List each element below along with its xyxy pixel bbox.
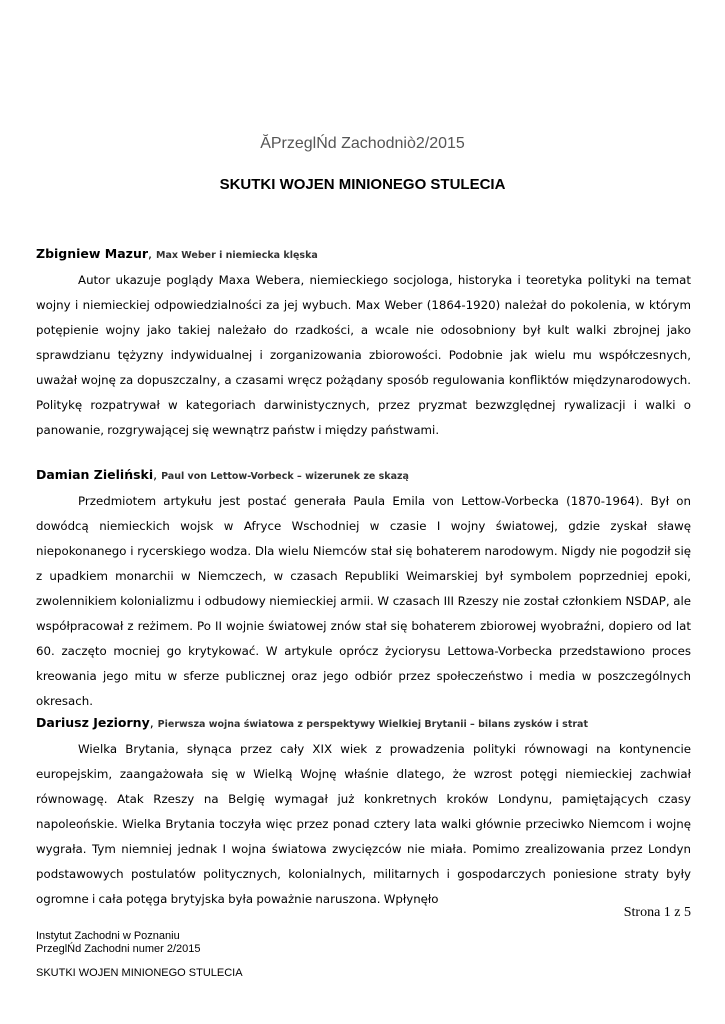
article-heading [36, 244, 691, 264]
heading-separator: , [149, 715, 158, 730]
article-title: Paul von Lettow-Vorbeck – wizerunek ze skazą [161, 471, 409, 482]
article-author: Zbigniew Mazur [36, 246, 149, 261]
footer-institute: Instytut Zachodni w Poznaniu [36, 930, 180, 942]
article-abstract: Wielka Brytania, słynąca przez cały XIX wiek z prowadzenia polityki równowagi na kontynencie europejskim, zaangażowała się w Wielką Wojnę właśnie dlatego, że wzrost potęgi niemieckiej zachwiał równowagę. Atak Rzeszy na Belgię wymagał już konkretnych kroków Londynu, pamiętających czasy napoleońskie. Wielka Brytania toczyła więc przez ponad cztery lata walki głównie przeciwko Niemcom i wojnę wygrała. Tym niemniej jednak I wojna światowa zwycięzców nie miała. Pomimo zrealizowania przez Londyn podstawowych postulatów politycznych, kolonialnych, militarnych i gospodarczych poniesione straty były ogromne i cała potęga brytyjska była poważnie naruszona. Wpłynęło [36, 742, 691, 906]
footer-journal-issue: PrzeglŃd Zachodni numer 2/2015 [36, 943, 201, 955]
document-title: SKUTKI WOJEN MINIONEGO STULECIA [219, 176, 506, 193]
article-title: Max Weber i niemiecka klęska [155, 250, 318, 261]
article-author: Damian Zieliński [36, 467, 154, 482]
article-abstract: Autor ukazuje poglądy Maxa Webera, niemieckiego socjologa, historyka i teoretyka polityki na temat wojny i niemieckiej odpowiedzialności za jej wybuch. Max Weber (1864-1920) należał do pokolenia, w którym potępienie wojny jako takiej należało do rzadkości, a wcale nie odosobniony był kult walki zbrojnej jako sprawdzianu tężyzny indywidualnej i zorganizowania zbiorowości. Podobnie jak wielu mu współczesnych, uważał wojnę za dopuszczalny, a czasami wręcz pożądany sposób regulowania konfliktów międzynarodowych. Politykę rozpatrywał w kategoriach darwinistycznych, przez pryzmat bezwzględnej rywalizacji i walki o panowanie, rozgrywającej się wewnątrz państw i między państwami. [36, 273, 691, 437]
article-jeziorny [36, 713, 691, 912]
article-heading [36, 713, 691, 733]
page-number: Strona 1 z 5 [623, 905, 691, 920]
footer-document-title: SKUTKI WOJEN MINIONEGO STULECIA [36, 967, 243, 979]
article-heading [36, 465, 691, 485]
article-abstract: Przedmiotem artykułu jest postać generała Paula Emila von Lettow-Vorbecka (1870-1964). Był on dowódcą niemieckich wojsk w Afryce Wschodniej w czasie I wojny światowej, gdzie zyskał sławę niepokonanego i rycerskiego wodza. Dla wielu Niemców stał się bohaterem narodowym. Nigdy nie pogodził się z upadkiem monarchii w Niemczech, w czasach Republiki Weimarskiej był symbolem poprzedniej epoki, zwolennikiem kolonializmu i odbudowy niemieckiej armii. W czasach III Rzeszy nie został członkiem NSDAP, ale współpracował z reżimem. Po II wojnie światowej znów stał się bohaterem zbiorowej wyobraźni, dopiero od lat 60. zaczęto mocniej go krytykować. W artykule oprócz życiorysu Lettowa-Vorbecka przedstawiono proces kreowania jego mitu w sferze publicznej oraz jego odbiór przez społeczeństwo i media w poszczególnych okresach. [36, 494, 691, 708]
heading-separator: , [148, 246, 156, 261]
heading-separator: , [153, 467, 162, 482]
journal-header: ĂPrzeglŃd Zachodniò2/2015 [260, 135, 465, 152]
article-mazur [36, 244, 691, 443]
article-title: Pierwsza wojna światowa z perspektywy Wielkiej Brytanii – bilans zysków i strat [157, 719, 589, 730]
article-author: Dariusz Jeziorny [36, 715, 150, 730]
article-zielinski [36, 465, 691, 714]
